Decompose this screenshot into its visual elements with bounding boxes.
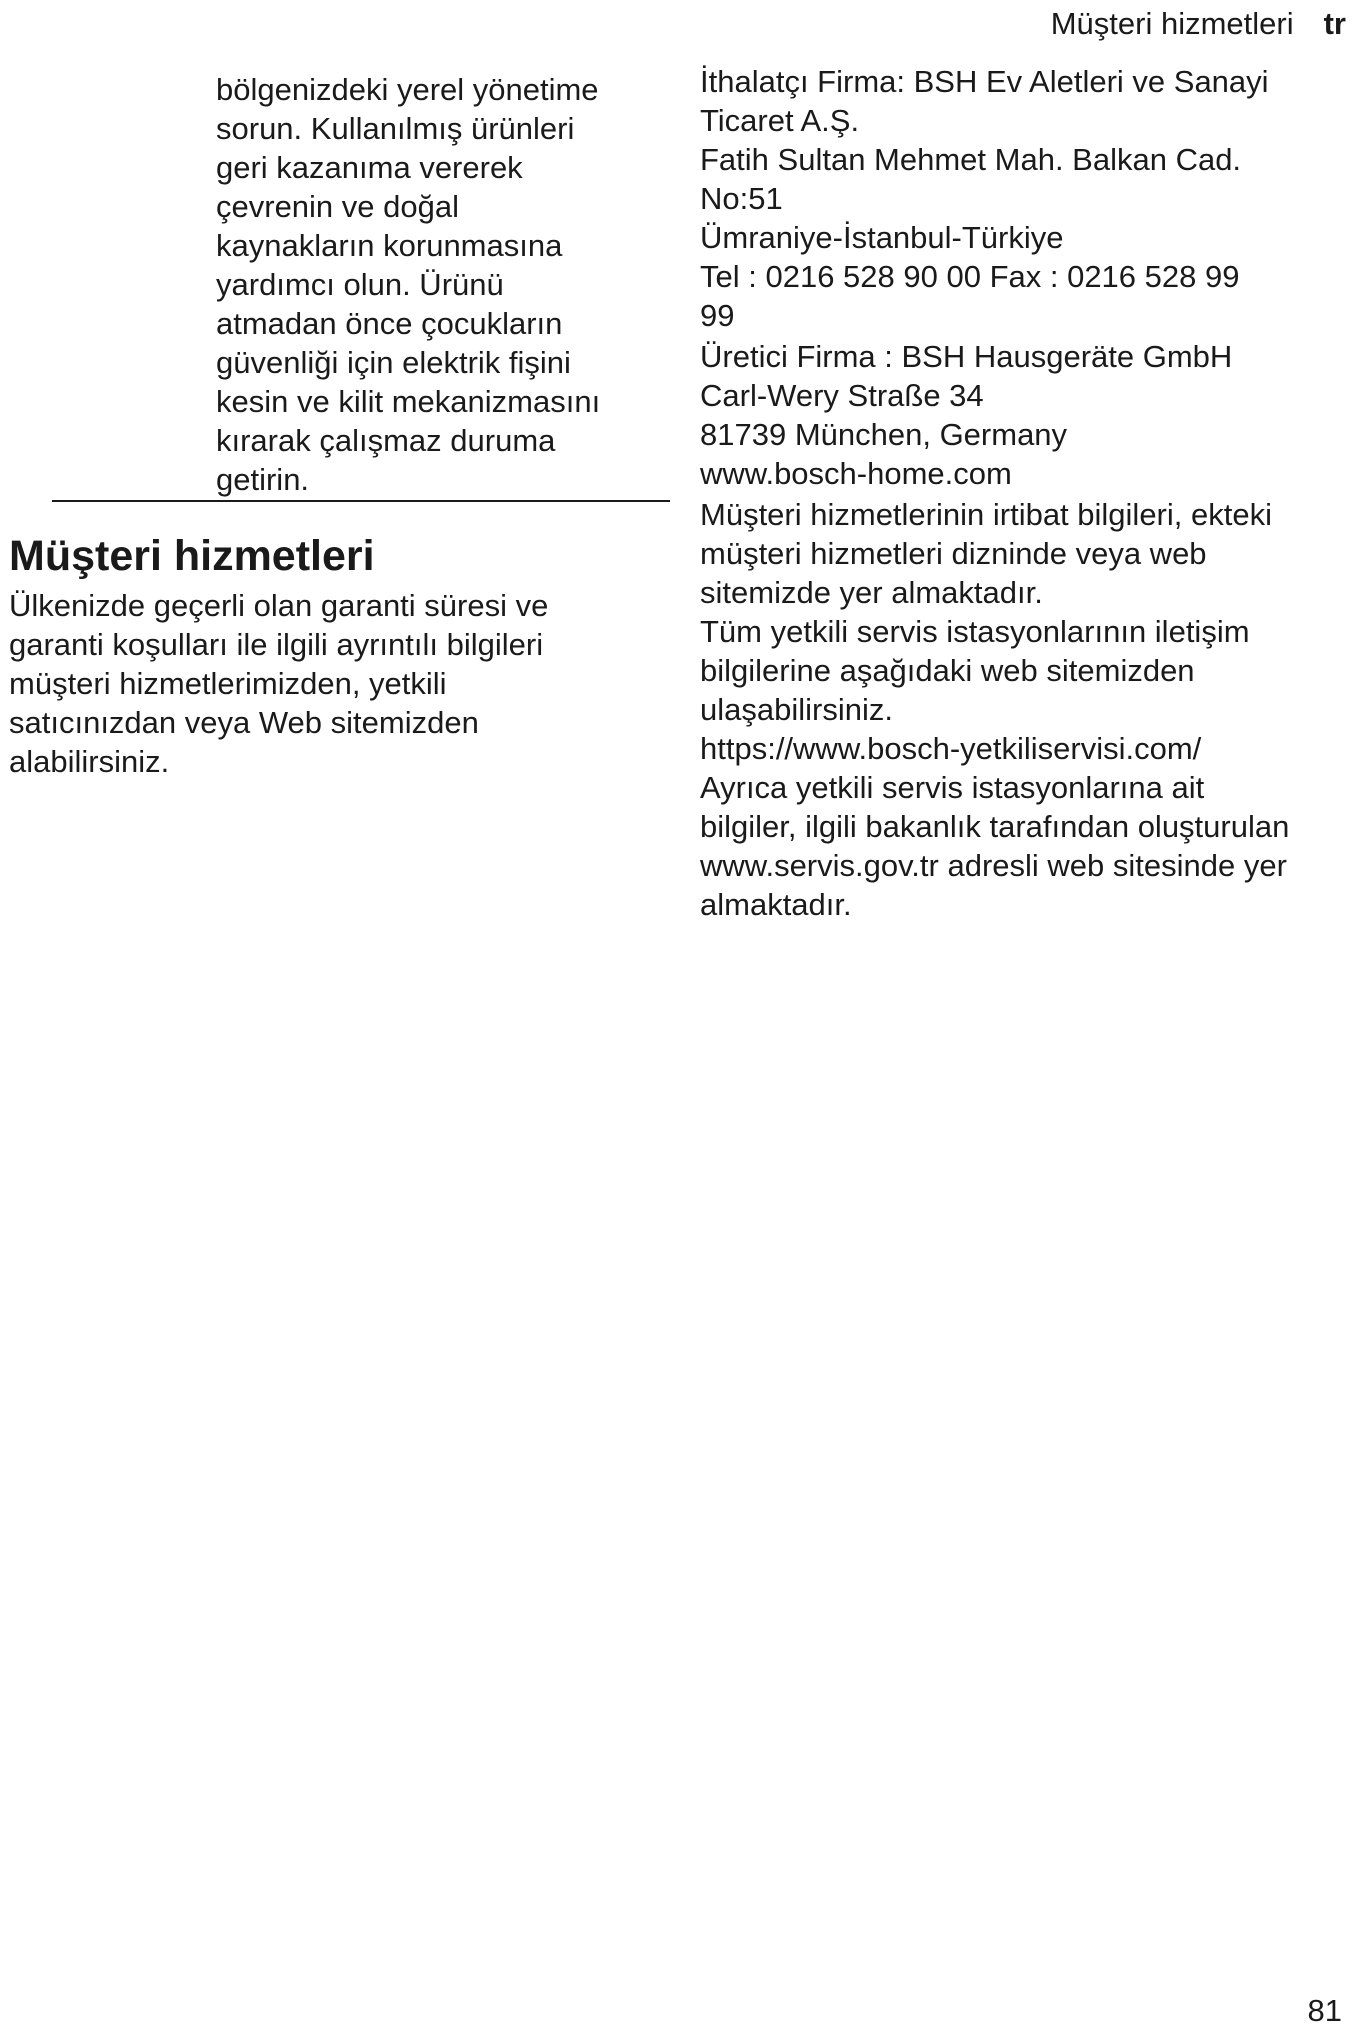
text-line: müşteri hizmetlerimizden, yetkili bbox=[9, 666, 447, 701]
text-line: sitemizde yer almaktadır. bbox=[700, 575, 1043, 610]
section-divider bbox=[52, 500, 670, 502]
page-number: 81 bbox=[1307, 1993, 1342, 2028]
text-line: Tüm yetkili servis istasyonlarının iletişim bbox=[700, 614, 1250, 649]
language-code: tr bbox=[1323, 6, 1346, 41]
manufacturer-line: 81739 München, Germany bbox=[700, 417, 1068, 452]
text-line: Ülkenizde geçerli olan garanti süresi ve bbox=[9, 588, 549, 623]
address-line: No:51 bbox=[700, 181, 783, 216]
text-line: getirin. bbox=[216, 462, 310, 497]
text-line: çevrenin ve doğal bbox=[216, 189, 459, 224]
ministry-note bbox=[700, 768, 1360, 924]
service-note bbox=[700, 612, 1360, 729]
phone-block bbox=[700, 257, 1360, 335]
importer-line: Ticaret A.Ş. bbox=[700, 103, 860, 138]
manufacturer-line: Carl-Wery Straße 34 bbox=[700, 378, 984, 413]
section-title: Müşteri hizmetleri bbox=[9, 532, 375, 580]
manufacturer-line: Üretici Firma : BSH Hausgeräte GmbH bbox=[700, 339, 1233, 374]
text-line: Ayrıca yetkili servis istasyonlarına ait bbox=[700, 770, 1205, 805]
text-line: alabilirsiniz. bbox=[9, 744, 170, 779]
address-line: Ümraniye-İstanbul-Türkiye bbox=[700, 220, 1064, 255]
text-line: geri kazanıma vererek bbox=[216, 150, 523, 185]
text-line: yardımcı olun. Ürünü bbox=[216, 267, 504, 302]
text-line: bölgenizdeki yerel yönetime bbox=[216, 72, 599, 107]
text-line: satıcınızdan veya Web sitemizden bbox=[9, 705, 479, 740]
text-line: almaktadır. bbox=[700, 887, 852, 922]
phone-line: 99 bbox=[700, 298, 735, 333]
address-block bbox=[700, 140, 1360, 257]
text-line: sorun. Kullanılmış ürünleri bbox=[216, 111, 575, 146]
text-line: atmadan önce çocukların bbox=[216, 306, 563, 341]
running-header bbox=[1051, 4, 1346, 44]
text-line: ulaşabilirsiniz. bbox=[700, 692, 893, 727]
text-line: Müşteri hizmetlerinin irtibat bilgileri, ekteki bbox=[700, 497, 1272, 532]
website-link[interactable]: www.bosch-home.com bbox=[700, 456, 1012, 491]
text-line: garanti koşulları ile ilgili ayrıntılı bilgileri bbox=[9, 627, 544, 662]
manufacturer-block bbox=[700, 337, 1360, 454]
text-line: bilgiler, ilgili bakanlık tarafından oluşturulan bbox=[700, 809, 1290, 844]
text-line: kesin ve kilit mekanizmasını bbox=[216, 384, 601, 419]
importer-block bbox=[700, 62, 1360, 140]
text-line: müşteri hizmetleri dizninde veya web bbox=[700, 536, 1207, 571]
disposal-continuation bbox=[216, 70, 666, 499]
contact-details bbox=[700, 62, 1360, 924]
text-line: kaynakların korunmasına bbox=[216, 228, 563, 263]
customer-service-intro bbox=[9, 586, 649, 781]
contact-info-note bbox=[700, 495, 1360, 612]
importer-line: İthalatçı Firma: BSH Ev Aletleri ve Sanayi bbox=[700, 64, 1269, 99]
text-line: bilgilerine aşağıdaki web sitemizden bbox=[700, 653, 1195, 688]
running-header-section: Müşteri hizmetleri bbox=[1050, 6, 1294, 41]
text-line: www.servis.gov.tr adresli web sitesinde yer bbox=[700, 848, 1287, 883]
service-url-link[interactable]: https://www.bosch-yetkiliservisi.com/ bbox=[700, 731, 1202, 766]
address-line: Fatih Sultan Mehmet Mah. Balkan Cad. bbox=[700, 142, 1242, 177]
text-line: kırarak çalışmaz duruma bbox=[216, 423, 556, 458]
phone-line: Tel : 0216 528 90 00 Fax : 0216 528 99 bbox=[700, 259, 1240, 294]
text-line: güvenliği için elektrik fişini bbox=[216, 345, 571, 380]
